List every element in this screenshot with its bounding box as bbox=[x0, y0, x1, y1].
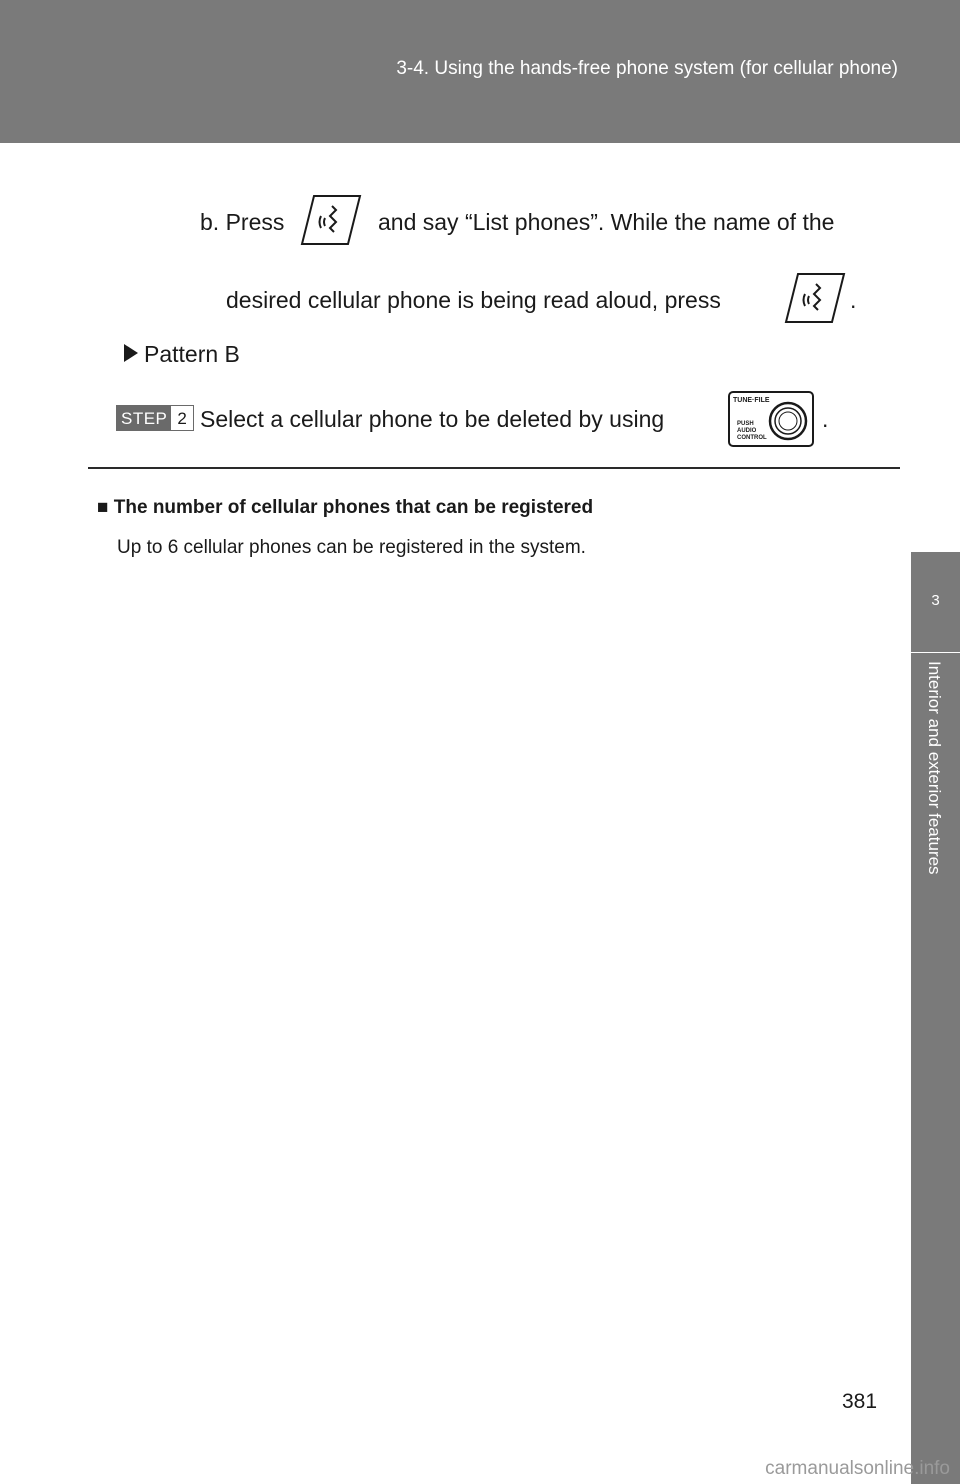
step-period: . bbox=[822, 406, 829, 432]
tune-file-knob-icon bbox=[728, 391, 814, 447]
pattern-label: Pattern B bbox=[144, 341, 240, 367]
line1-suffix: and say “List phones”. While the name of the bbox=[378, 209, 835, 235]
pointer-arrow-icon bbox=[124, 344, 138, 362]
header-title: 3-4. Using the hands-free phone system (for cellular phone) bbox=[396, 58, 898, 79]
step-badge bbox=[116, 405, 194, 431]
chapter-title: Interior and exterior features bbox=[925, 661, 944, 875]
page-number: 381 bbox=[842, 1390, 878, 1413]
note-heading-text: The number of cellular phones that can be registered bbox=[113, 497, 594, 518]
chapter-tab-title bbox=[911, 653, 960, 1484]
line1-prefix: b. Press bbox=[200, 209, 285, 235]
note-heading bbox=[97, 497, 593, 519]
step-number: 2 bbox=[171, 406, 192, 430]
step-text: Select a cellular phone to be deleted by using bbox=[200, 406, 665, 432]
line2-prefix: desired cellular phone is being read aloud, press bbox=[226, 287, 721, 313]
talk-switch-icon bbox=[300, 194, 362, 246]
section-divider bbox=[88, 467, 900, 469]
watermark: carmanualsonline.info bbox=[765, 1458, 950, 1479]
knob-label-control: CONTROL bbox=[737, 435, 767, 441]
chapter-number: 3 bbox=[931, 592, 940, 609]
knob-label-push: PUSH bbox=[737, 421, 754, 427]
line2-period: . bbox=[850, 287, 857, 313]
knob-label-top: TUNE·FILE bbox=[733, 397, 770, 404]
talk-switch-icon bbox=[784, 272, 846, 324]
chapter-tab-number bbox=[911, 552, 960, 652]
knob-label-audio: AUDIO bbox=[737, 428, 757, 434]
note-body: Up to 6 cellular phones can be registered in the system. bbox=[117, 537, 586, 558]
header-bar bbox=[0, 0, 960, 143]
note-marker: ■ bbox=[97, 497, 109, 518]
step-label: STEP bbox=[117, 406, 171, 430]
